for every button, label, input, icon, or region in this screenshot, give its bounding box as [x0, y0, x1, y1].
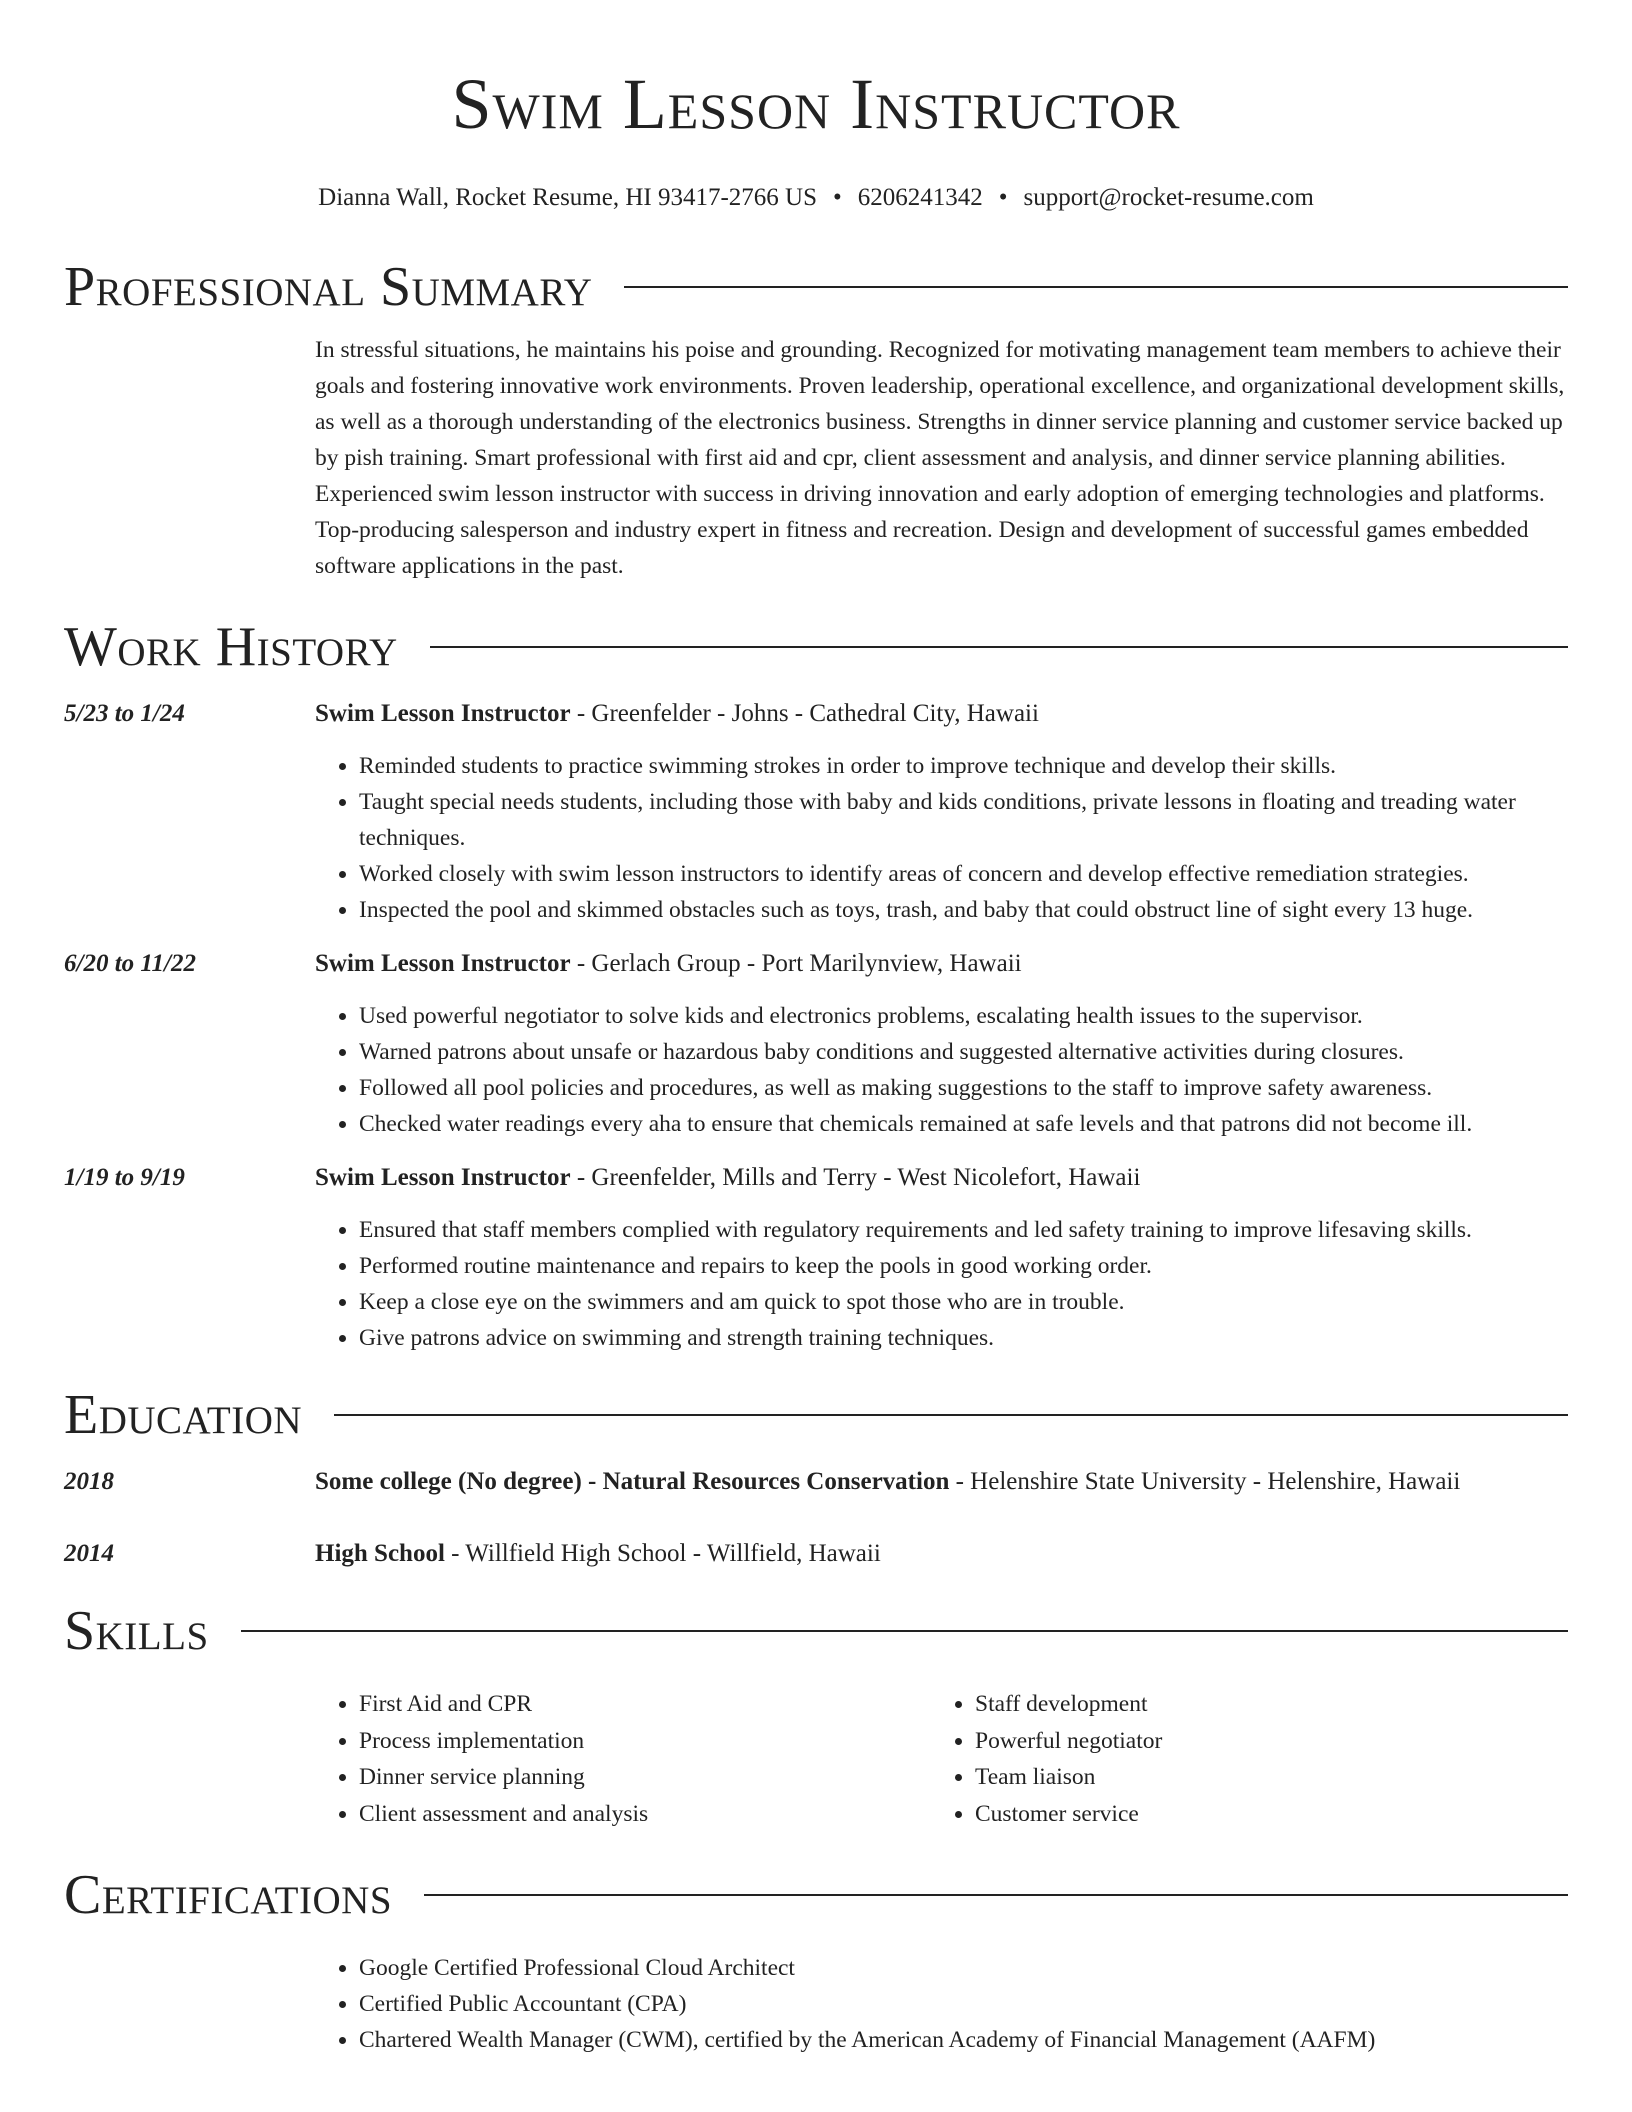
education-details: - Helenshire State University - Helenshire, Hawaii	[949, 1468, 1461, 1495]
section-title-skills: Skills	[64, 1600, 209, 1662]
job-dates: 1/19 to 9/19	[64, 1164, 185, 1191]
section-title-summary: Professional Summary	[64, 256, 593, 318]
skills-list	[64, 1686, 1568, 1832]
resume-page	[64, 0, 1568, 2058]
job-bullet: • Used powerful negotiator to solve kids and electronics problems, escalating health issues to the supervisor.	[359, 998, 1568, 1034]
job-bullet: • Inspected the pool and skimmed obstacles such as toys, trash, and baby that could obstruct line of sight every 13 huge.	[359, 892, 1568, 928]
job-bullet: • Reminded students to practice swimming strokes in order to improve technique and develop their skills.	[359, 748, 1568, 784]
skills-column-1	[315, 1686, 931, 1832]
section-header-work	[64, 612, 1568, 682]
job-title: Swim Lesson Instructor	[315, 700, 571, 727]
job-title: Swim Lesson Instructor	[315, 950, 571, 977]
job-bullet: • Ensured that staff members complied with regulatory requirements and led safety training to improve lifesaving skills.	[359, 1212, 1568, 1248]
section-header-skills	[64, 1596, 1568, 1666]
job-title: Swim Lesson Instructor	[315, 1164, 571, 1191]
section-title-education: Education	[64, 1384, 303, 1446]
contact-phone: 6206241342	[857, 184, 983, 211]
contact-email: support@rocket-resume.com	[1023, 184, 1314, 211]
job-entry	[64, 1160, 1568, 1356]
job-entry	[64, 946, 1568, 1142]
education-year: 2018	[64, 1468, 114, 1495]
job-heading	[315, 1160, 1568, 1196]
education-entry	[64, 1464, 1568, 1500]
job-entry	[64, 696, 1568, 928]
summary-paragraph: In stressful situations, he maintains his poise and grounding. Recognized for motivating management team members to achieve their goals and fostering innovative work environments. Proven leadership, operational excellence, and organizational development skills, as well as a thorough understanding of the electronics business. Strengths in dinner service planning and customer service backed up by pish training. Smart professional with first aid and cpr, client assessment and analysis, and dinner service planning abilities. Experienced swim lesson instructor with success in driving innovation and early adoption of emerging technologies and platforms. Top-producing salesperson and industry expert in fitness and recreation. Design and development of successful games embedded software applications in the past.	[315, 337, 1565, 579]
job-bullet: • Performed routine maintenance and repairs to keep the pools in good working order.	[359, 1248, 1568, 1284]
certification-item: • Certified Public Accountant (CPA)	[359, 1986, 1568, 2022]
contact-separator: •	[998, 184, 1008, 211]
contact-line	[64, 182, 1568, 214]
job-bullet: • Checked water readings every aha to ensure that chemicals remained at safe levels and that patrons did not become ill.	[359, 1106, 1568, 1142]
skill-item: • Process implementation	[359, 1723, 931, 1760]
section-title-work: Work History	[64, 616, 398, 678]
job-bullet: • Keep a close eye on the swimmers and am quick to spot those who are in trouble.	[359, 1284, 1568, 1320]
section-header-education	[64, 1380, 1568, 1450]
job-dates: 5/23 to 1/24	[64, 700, 185, 727]
section-divider	[241, 1630, 1568, 1632]
job-bullet: • Worked closely with swim lesson instructors to identify areas of concern and develop effective remediation strategies.	[359, 856, 1568, 892]
certifications-list	[64, 1950, 1568, 2058]
section-divider	[334, 1414, 1568, 1416]
skill-item: • Team liaison	[975, 1759, 1162, 1796]
section-title-certifications: Certifications	[64, 1864, 393, 1926]
section-divider	[624, 286, 1568, 288]
job-bullets	[315, 998, 1568, 1142]
section-header-summary	[64, 252, 1568, 322]
education-degree: High School	[315, 1540, 445, 1567]
job-bullets	[315, 748, 1568, 928]
job-bullets	[315, 1212, 1568, 1356]
skill-item: • Client assessment and analysis	[359, 1796, 931, 1833]
education-heading	[315, 1464, 1568, 1500]
resume-title: Swim Lesson Instructor	[451, 64, 1181, 144]
work-history-list	[64, 696, 1568, 1356]
skill-item: • Dinner service planning	[359, 1759, 931, 1796]
job-heading	[315, 946, 1568, 982]
contact-separator: •	[833, 184, 842, 211]
education-entry	[64, 1536, 1568, 1572]
section-divider	[430, 646, 1568, 648]
job-heading	[315, 696, 1568, 732]
job-details: - Greenfelder, Mills and Terry - West Nicolefort, Hawaii	[570, 1164, 1141, 1191]
skill-item: • Staff development	[975, 1686, 1162, 1723]
job-details: - Gerlach Group - Port Marilynview, Hawaii	[570, 950, 1022, 977]
job-bullet: • Warned patrons about unsafe or hazardous baby conditions and suggested alternative activities during closures.	[359, 1034, 1568, 1070]
job-bullet: • Give patrons advice on swimming and strength training techniques.	[359, 1320, 1568, 1356]
section-header-certifications	[64, 1860, 1568, 1930]
education-year: 2014	[64, 1540, 114, 1567]
job-bullet: • Taught special needs students, including those with baby and kids conditions, private lessons in floating and treading water techniques.	[359, 784, 1568, 856]
certification-item: • Google Certified Professional Cloud Architect	[359, 1950, 1568, 1986]
skills-column-2	[931, 1686, 1162, 1832]
job-bullet: • Followed all pool policies and procedures, as well as making suggestions to the staff to improve safety awareness.	[359, 1070, 1568, 1106]
job-details: - Greenfelder - Johns - Cathedral City, Hawaii	[570, 700, 1039, 727]
skill-item: • Powerful negotiator	[975, 1723, 1162, 1760]
education-heading	[315, 1536, 1568, 1572]
skill-item: • First Aid and CPR	[359, 1686, 931, 1723]
section-divider	[424, 1894, 1568, 1896]
education-degree: Some college (No degree) - Natural Resources Conservation	[315, 1468, 950, 1495]
education-details: - Willfield High School - Willfield, Hawaii	[444, 1540, 881, 1567]
skill-item: • Customer service	[975, 1796, 1162, 1833]
job-dates: 6/20 to 11/22	[64, 950, 196, 977]
certification-item: • Chartered Wealth Manager (CWM), certified by the American Academy of Financial Management (AAFM)	[359, 2022, 1568, 2058]
contact-address: Dianna Wall, Rocket Resume, HI 93417-2766 US	[318, 184, 817, 211]
